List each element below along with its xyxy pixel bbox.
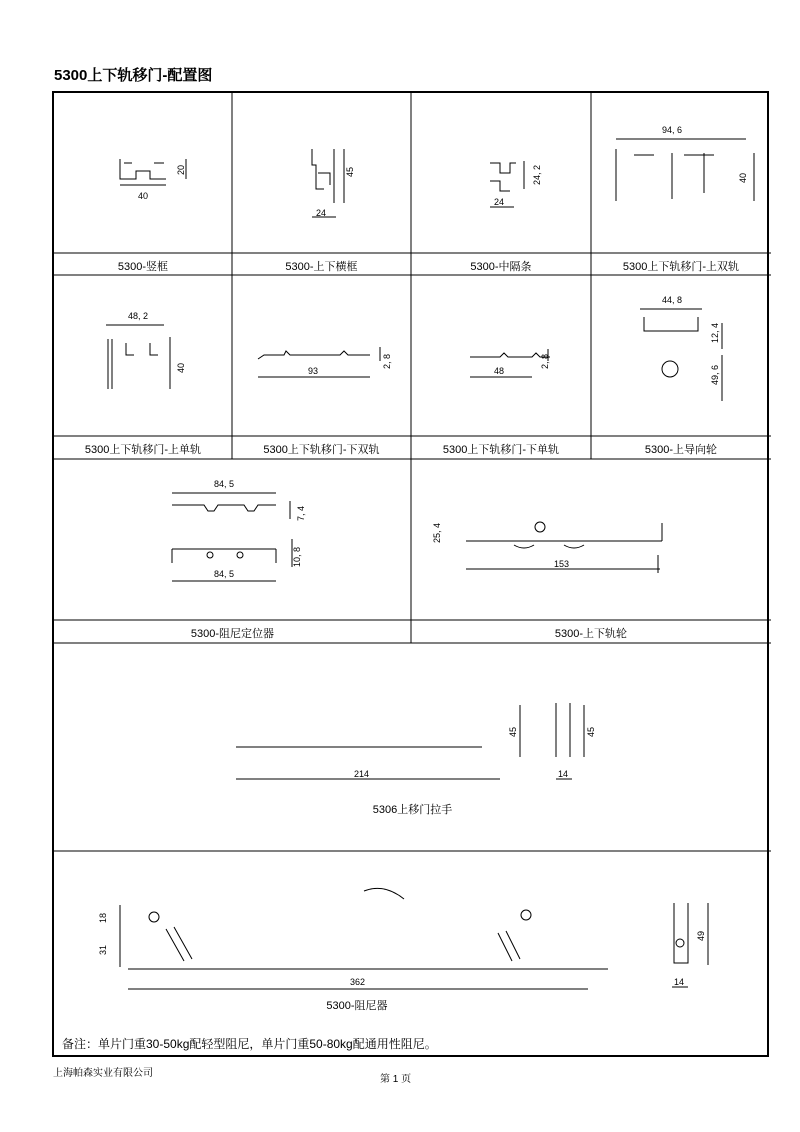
caption-profile-5: 5300上下轨移门-上单轨 [84, 444, 202, 456]
profile-4-drawing [616, 139, 754, 201]
dim-11-height-2: 45 [586, 726, 596, 737]
caption-profile-10: 5300-上下轨轮 [554, 628, 628, 640]
dim-11-width-2: 14 [558, 769, 569, 779]
profile-5-drawing [106, 325, 170, 389]
dim-6-width: 93 [308, 366, 319, 376]
dim-7-width: 48 [494, 366, 505, 376]
profile-8-drawing [640, 309, 722, 401]
caption-profile-2: 5300-上下横框 [285, 261, 358, 273]
caption-profile-4: 5300上下轨移门-上双轨 [622, 261, 740, 273]
dim-7-height: 2, 8 [540, 353, 550, 369]
page-number: 第 1 页 [380, 1074, 412, 1085]
caption-profile-11: 5306上移门拉手 [372, 804, 453, 816]
dim-2-width: 24 [316, 208, 327, 218]
dim-12-height-2: 31 [98, 944, 108, 955]
dim-4-height: 40 [738, 172, 748, 183]
caption-profile-9: 5300-阻尼定位器 [190, 628, 275, 640]
page-title: 5300上下轨移门-配置图 [54, 67, 213, 84]
caption-profile-7: 5300上下轨移门-下单轨 [442, 444, 560, 456]
company-name: 上海帕森实业有限公司 [53, 1068, 153, 1079]
dim-11-height-1: 45 [508, 726, 518, 737]
profile-7-drawing [470, 349, 550, 377]
dim-2-height: 45 [345, 166, 355, 177]
dim-3-width: 24 [494, 197, 505, 207]
dim-1-height: 20 [176, 164, 186, 175]
dim-8-height-2: 49, 6 [710, 364, 720, 385]
profile-2-drawing [312, 149, 344, 217]
dim-9-height-1: 7, 4 [296, 505, 306, 521]
profile-6-drawing [258, 347, 380, 377]
caption-profile-1: 5300-竖框 [117, 261, 169, 273]
drawing-frame [52, 91, 769, 1057]
dim-9-width-2: 84, 5 [214, 569, 235, 579]
dim-12-height-1: 18 [98, 912, 108, 923]
dim-8-width: 44, 8 [662, 295, 683, 305]
caption-profile-3: 5300-中隔条 [470, 261, 532, 273]
dim-5-height: 40 [176, 362, 186, 373]
caption-profile-6: 5300上下轨移门-下双轨 [263, 444, 380, 456]
dim-1-width: 40 [138, 191, 149, 201]
dim-6-height: 2, 8 [382, 353, 392, 369]
caption-profile-12: 5300-阻尼器 [326, 1000, 388, 1012]
dim-3-height: 24, 2 [532, 164, 542, 185]
dim-12-width: 362 [350, 977, 366, 987]
remark-note: 备注：单片门重30-50kg配轻型阻尼，单片门重50-80kg配通用性阻尼。 [62, 1037, 437, 1051]
profile-9-drawing [172, 493, 292, 581]
dim-8-height-1: 12, 4 [710, 322, 720, 343]
dim-12-height-3: 49 [696, 930, 706, 941]
profile-12-drawing [120, 888, 708, 989]
dim-4-width: 94, 6 [662, 125, 683, 135]
caption-profile-8: 5300-上导向轮 [644, 444, 718, 456]
dim-9-width-1: 84, 5 [214, 479, 235, 489]
dim-11-width: 214 [354, 769, 370, 779]
dim-5-width: 48, 2 [128, 311, 149, 321]
drawing-svg [54, 93, 771, 1059]
dim-9-height-2: 10, 8 [292, 546, 302, 567]
profile-11-drawing [236, 703, 584, 779]
dim-10-width: 153 [554, 559, 570, 569]
dim-10-height: 25, 4 [432, 522, 442, 543]
dim-12-width-2: 14 [674, 977, 685, 987]
